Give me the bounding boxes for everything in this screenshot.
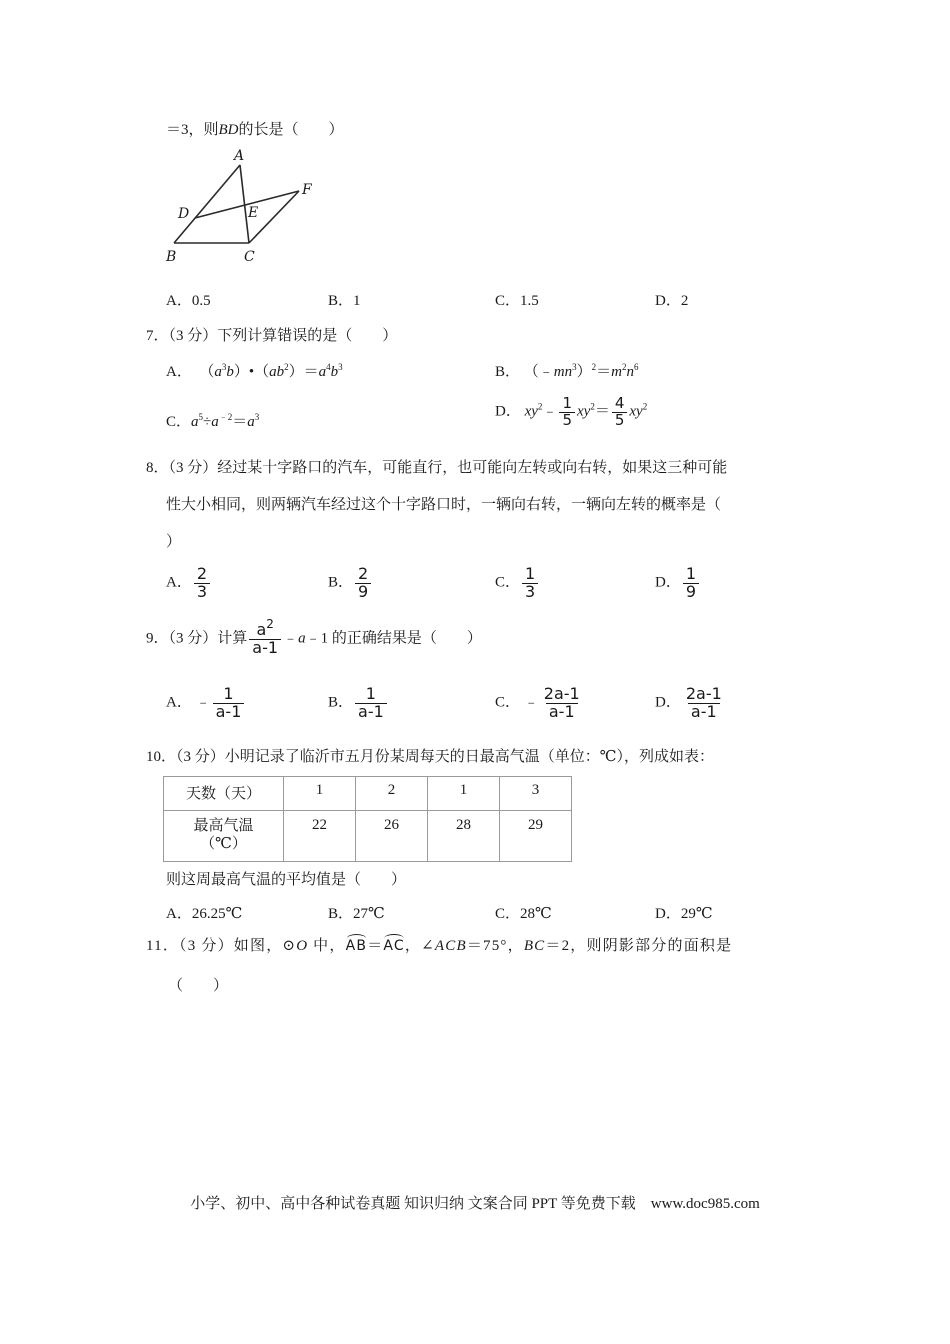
q9-option-b[interactable] (328, 686, 389, 721)
option-letter: B． (328, 906, 354, 922)
q11-o: O (296, 938, 309, 954)
option-letter: C． (495, 293, 521, 309)
option-letter: C． (166, 414, 192, 430)
fraction-four-fifths (612, 396, 628, 429)
fraction-denominator: a-1 (213, 703, 245, 721)
q8-line2: 性大小相同，则两辆汽车经过这个十字路口时，一辆向右转，一辆向左转的概率是（ (166, 497, 722, 513)
table-row (164, 811, 572, 862)
option-text: 0.5 (191, 293, 211, 309)
option-text: 28℃ (520, 906, 552, 922)
q10-option-d[interactable] (655, 902, 713, 923)
numerator-base: a (256, 620, 267, 639)
fraction-denominator: a-1 (355, 703, 387, 721)
option-letter: C． (495, 694, 521, 711)
circle-symbol: ⊙ (282, 938, 297, 954)
line-ab (174, 165, 240, 243)
fraction-numerator: 2 (358, 564, 369, 583)
q11-number: 11． (146, 938, 180, 954)
header-line: （℃） (200, 836, 247, 852)
q11-bc: BC (523, 938, 546, 954)
header-line: 最高气温 (193, 818, 254, 834)
fraction-denominator: 9 (683, 583, 699, 601)
q10-option-b[interactable] (328, 902, 385, 923)
q7-text: （3 分）下列计算错误的是（ ） (168, 328, 398, 344)
q9-option-d[interactable] (655, 686, 727, 721)
q6-option-d[interactable] (655, 289, 688, 310)
q10-option-a[interactable] (166, 902, 242, 923)
q7-option-b[interactable]: B． $(﹣mn^3)^2=m^2n^6$ (495, 362, 639, 380)
option-letter: A． (166, 906, 192, 922)
option-letter: A． (166, 694, 192, 711)
option-letter: C． (495, 574, 521, 591)
option-fraction (194, 566, 210, 601)
option-fraction (683, 566, 699, 601)
q8-option-b[interactable] (328, 566, 373, 601)
q8-option-a[interactable] (166, 566, 212, 601)
q6-stem-tail (166, 118, 344, 139)
line-df (195, 191, 299, 218)
q8-number: 8． (146, 460, 169, 476)
q10-option-c[interactable] (495, 902, 552, 923)
option-letter: D． (495, 403, 521, 420)
label-f: F (302, 182, 312, 198)
q7-number: 7． (146, 328, 169, 344)
table-cell: 28 (428, 811, 500, 862)
table-header-days: 天数（天） (164, 777, 284, 811)
q7-stem (146, 324, 397, 345)
fraction-numerator: 1 (562, 394, 572, 412)
fraction-numerator: 4 (614, 394, 625, 412)
fraction-numerator: 2a-1 (543, 684, 580, 703)
option-letter: C． (495, 906, 521, 922)
q11-text-d: ＝2，则阴影部分的面积是 (545, 938, 733, 954)
option-letter: B． (495, 364, 521, 380)
fraction-denominator: 3 (522, 583, 538, 601)
option-sign: ﹣ (195, 694, 211, 711)
q9-number: 9． (146, 630, 169, 647)
page-footer: 小学、初中、高中各种试卷真题 知识归纳 文案合同 PPT 等免费下载 www.doc985.com (190, 1196, 760, 1212)
option-letter: A． (166, 364, 192, 380)
fraction-denominator: a-1 (546, 703, 578, 721)
arc-ab: AB (346, 934, 368, 954)
q9-stem (146, 617, 482, 657)
temperature-table (163, 776, 572, 862)
numerator-exponent: 2 (266, 617, 274, 631)
option-fraction (213, 686, 245, 721)
q8-line3: ） (166, 534, 182, 550)
fraction-numerator: 1 (525, 564, 536, 583)
option-text: 1 (353, 293, 361, 309)
q9-var-a: a (298, 630, 306, 647)
table-header-temp (164, 811, 284, 862)
label-b: B (166, 249, 177, 265)
q6-option-c[interactable] (495, 289, 539, 310)
q6-stem-b: 的长是（ ） (238, 122, 344, 138)
q11-acb: ACB (434, 938, 467, 954)
q11-line2: （ ） (168, 978, 229, 994)
option-fraction (683, 686, 725, 721)
table-cell: 26 (356, 811, 428, 862)
q11-text-a: （3 分）如图， (179, 938, 283, 954)
option-letter: B． (328, 694, 354, 711)
fraction-denominator: 9 (355, 583, 371, 601)
q8-line1 (146, 456, 727, 477)
fraction-numerator: 1 (365, 684, 376, 703)
option-text: 2 (680, 293, 689, 309)
fraction-numerator (253, 617, 276, 639)
table-cell: 29 (500, 811, 572, 862)
fraction-numerator: 1 (223, 684, 234, 703)
table-cell: 2 (356, 777, 428, 811)
option-letter: B． (328, 293, 354, 309)
q6-figure (158, 145, 328, 270)
label-c: C (244, 249, 255, 265)
fraction-numerator: 1 (685, 564, 697, 583)
fraction-numerator: 2 (196, 564, 208, 583)
q11-stem (146, 934, 732, 955)
option-letter: D． (655, 574, 681, 591)
label-d: D (178, 206, 190, 222)
q7-option-a[interactable]: A． $(a^3b)•(ab^2)=a^4b^3$ (166, 362, 343, 380)
fraction-denominator: a-1 (688, 703, 720, 721)
q9-expression-fraction (249, 617, 281, 657)
q7-option-d[interactable]: D． $xy^2﹣$ $\frac{1}{5}$ $xy^2=$ $\frac{4}{5}$ $xy^2$ (495, 394, 648, 429)
table-cell: 1 (428, 777, 500, 811)
fraction-denominator: 3 (194, 583, 210, 601)
option-letter: B． (328, 574, 354, 591)
label-e: E (248, 205, 259, 221)
q7-option-c[interactable]: C．$a^5\div a^{﹣2}=a^3$ (166, 412, 260, 430)
option-fraction (355, 566, 371, 601)
q9-option-a[interactable] (166, 686, 246, 721)
fraction-numerator: 2a-1 (685, 684, 722, 703)
option-letter: D． (655, 906, 681, 922)
table-cell: 3 (500, 777, 572, 811)
q10-stem (146, 745, 714, 766)
option-text: 1.5 (520, 293, 539, 309)
q9-option-c[interactable] (495, 686, 585, 721)
option-text: 29℃ (680, 906, 713, 922)
q8-option-d[interactable] (655, 566, 701, 601)
q6-option-a[interactable] (166, 289, 211, 310)
q8-text-1: （3 分）经过某十字路口的汽车，可能直行，也可能向左转或向右转，如果这三种可能 (168, 460, 728, 476)
option-letter: A． (166, 293, 192, 309)
q11-text-c: ＝75°， (466, 938, 524, 954)
option-sign: ﹣ (523, 694, 539, 711)
q10-text: （3 分）小明记录了临沂市五月份某周每天的日最高气温（单位：℃），列成如表： (176, 749, 715, 765)
q8-option-c[interactable] (495, 566, 540, 601)
label-a: A (234, 148, 245, 164)
fraction-denominator: 5 (559, 412, 575, 429)
table-row (164, 777, 572, 811)
option-letter: D． (655, 293, 681, 309)
q10-after: 则这周最高气温的平均值是（ ） (166, 872, 407, 888)
fraction-one-fifth (559, 396, 575, 429)
q9-minus: ﹣ (283, 630, 299, 647)
q6-option-b[interactable] (328, 289, 361, 310)
arc-ac: AC (383, 934, 405, 954)
option-text: 26.25℃ (191, 906, 243, 922)
option-letter: D． (655, 694, 681, 711)
option-fraction (522, 566, 538, 601)
q9-text-b: ﹣1 的正确结果是（ ） (305, 630, 482, 647)
fraction-denominator: 5 (612, 412, 628, 429)
q11-zhong: 中， (308, 938, 346, 954)
q6-stem-a: ＝3，则 (166, 122, 219, 138)
fraction-denominator: a-1 (249, 639, 281, 657)
table-cell: 22 (284, 811, 356, 862)
q6-bd: BD (218, 122, 239, 138)
option-fraction (355, 686, 387, 721)
option-text: 27℃ (353, 906, 385, 922)
q11-eq: ＝ (367, 938, 384, 954)
q9-text-a: （3 分）计算 (168, 630, 248, 647)
table-cell: 1 (284, 777, 356, 811)
option-fraction (541, 686, 583, 721)
q11-text-b: ，∠ (404, 938, 435, 954)
q10-number: 10． (146, 749, 177, 765)
option-letter: A． (166, 574, 192, 591)
